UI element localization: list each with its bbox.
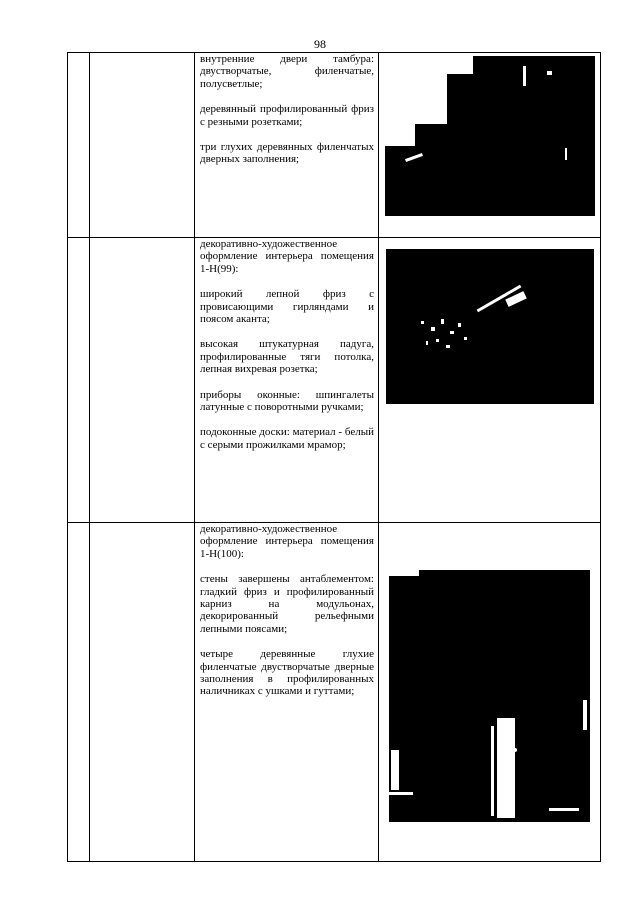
- photo-cell: [379, 53, 601, 238]
- description-paragraph: три глухих деревянных филенчатых дверных заполнения;: [200, 141, 374, 166]
- table-row: [68, 238, 601, 523]
- table-row: [68, 523, 601, 862]
- page-number: 98: [314, 37, 326, 51]
- row-number-cell: [68, 53, 90, 238]
- description-paragraph: высокая штукатурная падуга, профилированные тяги потолка, лепная вихревая розетка;: [200, 338, 374, 376]
- description-cell: [195, 53, 379, 238]
- description-paragraph: деревянный профилированный фриз с резными розетками;: [200, 103, 374, 128]
- table-row: [68, 53, 601, 238]
- description-paragraph: приборы оконные: шпингалеты латунные с поворотными ручками;: [200, 388, 374, 414]
- description-paragraph: внутренние двери тамбура: двустворчатые, филенчатые, полусветлые;: [200, 53, 374, 90]
- interior-doors-photo: [389, 570, 590, 822]
- photo-cell: [379, 238, 601, 523]
- element-name-cell: [90, 523, 195, 862]
- description-paragraph: широкий лепной фриз с провисающими гирляндами и поясом аканта;: [200, 288, 374, 326]
- element-name-cell: [90, 238, 195, 523]
- description-paragraph: четыре деревянные глухие филенчатые двустворчатые дверные заполнения в профилированных наличниках с ушками и гуттами;: [200, 648, 374, 698]
- description-paragraph: стены завершены антаблементом: гладкий фриз и профилированный карниз на модульонах, декорированный рельефными лепными поясами;: [200, 573, 374, 635]
- monument-elements-table: [67, 52, 601, 862]
- description-paragraph: декоративно-художественное оформление интерьера помещения 1-Н(99):: [200, 238, 374, 275]
- description-cell: [195, 523, 379, 862]
- description-paragraph: декоративно-художественное оформление интерьера помещения 1-Н(100):: [200, 523, 374, 560]
- description-paragraph: подоконные доски: материал - белый с серыми прожилками мрамор;: [200, 426, 374, 451]
- description-cell: [195, 238, 379, 523]
- ceiling-rosette-photo: [386, 249, 594, 404]
- photo-cell: [379, 523, 601, 862]
- row-number-cell: [68, 238, 90, 523]
- row-number-cell: [68, 523, 90, 862]
- vestibule-doors-photo: [385, 56, 595, 216]
- element-name-cell: [90, 53, 195, 238]
